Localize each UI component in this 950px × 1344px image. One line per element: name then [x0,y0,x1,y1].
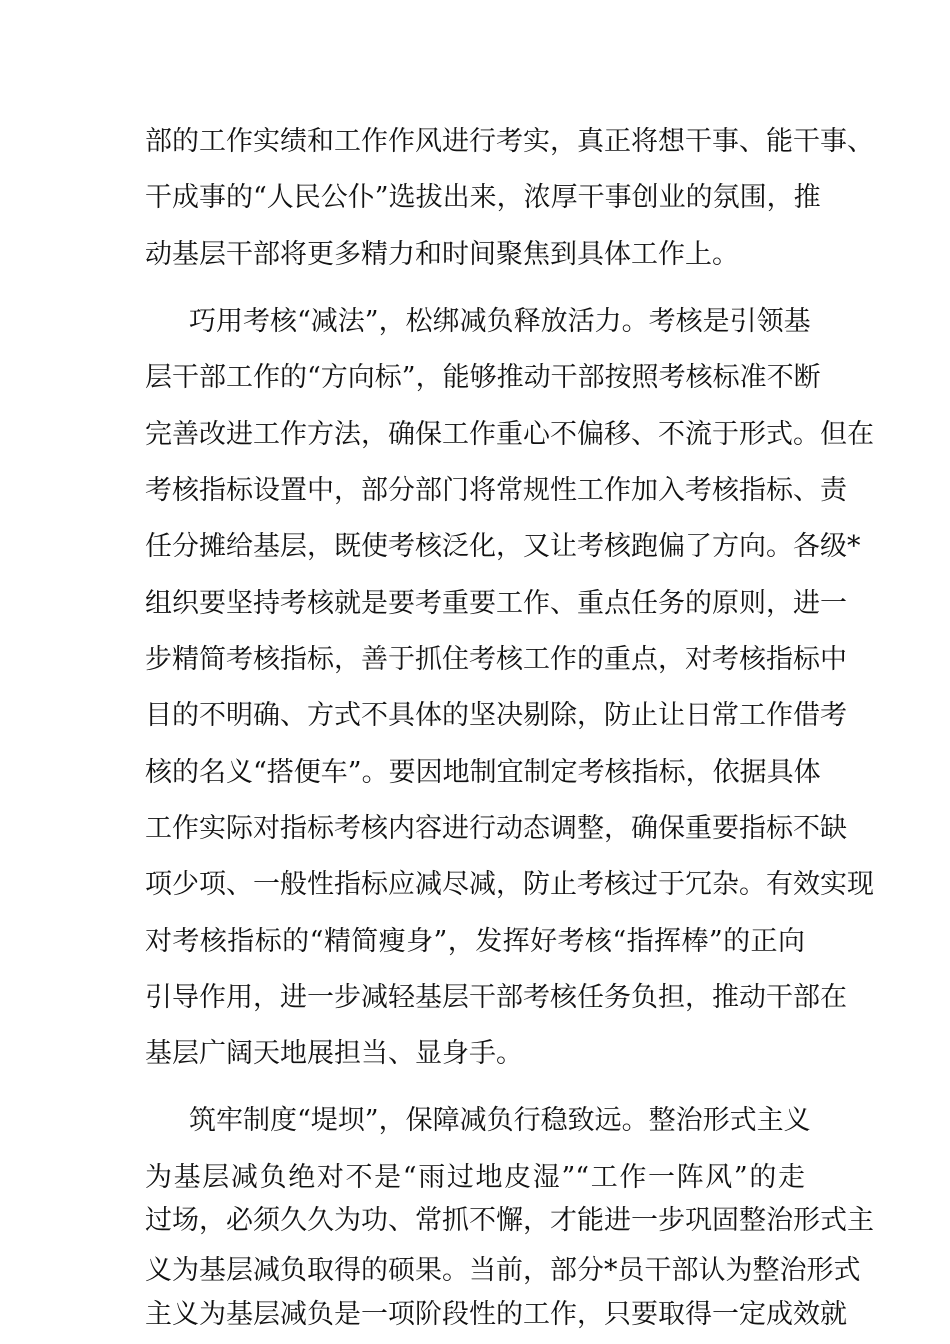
text-line: 任分摊给基层，既使考核泛化，又让考核跑偏了方向。各级* [145,531,861,562]
text-line: 引导作用，进一步减轻基层干部考核任务负担，推动干部在 [145,982,847,1013]
text-line: 部的工作实绩和工作作风进行考实，真正将想干事、能干事、 [145,126,874,157]
text-line: 基层广阔天地展担当、显身手。 [145,1038,523,1069]
text-line: 步精简考核指标，善于抓住考核工作的重点，对考核指标中 [145,644,847,675]
text-line: 目的不明确、方式不具体的坚决剔除，防止让日常工作借考 [145,700,847,731]
text-line: 义为基层减负取得的硕果。当前，部分*员干部认为整治形式 [145,1255,861,1286]
text-line: 主义为基层减负是一项阶段性的工作，只要取得一定成效就 [145,1299,847,1330]
text-line: 核的名义“搭便车”。要因地制宜制定考核指标，依据具体 [145,757,821,788]
text-line: 组织要坚持考核就是要考重要工作、重点任务的原则，进一 [145,588,847,619]
text-line: 对考核指标的“精简瘦身”，发挥好考核“指挥棒”的正向 [145,926,805,957]
text-line: 考核指标设置中，部分部门将常规性工作加入考核指标、责 [145,475,847,506]
text-line: 干成事的“人民公仆”选拔出来，浓厚干事创业的氛围，推 [145,182,821,213]
text-line: 层干部工作的“方向标”，能够推动干部按照考核标准不断 [145,362,821,393]
text-line: 项少项、一般性指标应减尽减，防止考核过于冗杂。有效实现 [145,869,874,900]
text-line: 工作实际对指标考核内容进行动态调整，确保重要指标不缺 [145,813,847,844]
text-line: 动基层干部将更多精力和时间聚焦到具体工作上。 [145,239,739,270]
text-line: 为基层减负绝对不是“雨过地皮湿”“工作一阵风”的走 [145,1162,805,1193]
text-line: 完善改进工作方法，确保工作重心不偏移、不流于形式。但在 [145,419,874,450]
text-line: 过场，必须久久为功、常抓不懈，才能进一步巩固整治形式主 [145,1205,874,1236]
paragraph-first-line: 巧用考核“减法”，松绑减负释放活力。考核是引领基 [189,306,811,337]
paragraph-first-line: 筑牢制度“堤坝”，保障减负行稳致远。整治形式主义 [189,1105,811,1136]
